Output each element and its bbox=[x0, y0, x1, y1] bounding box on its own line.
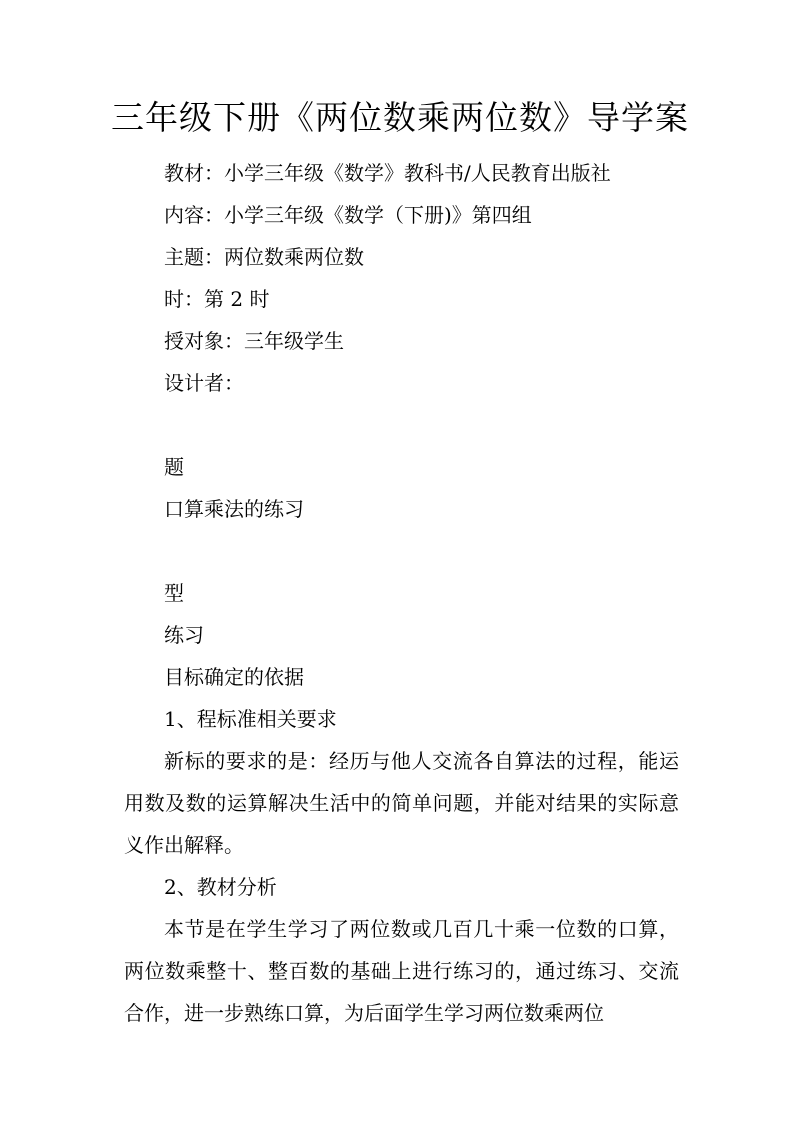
type-label: 型 bbox=[164, 581, 184, 605]
textbook-line: 教材：小学三年级《数学》教科书/人民教育出版社 bbox=[164, 161, 611, 185]
topic-value: 口算乘法的练习 bbox=[164, 497, 304, 521]
content-line: 内容：小学三年级《数学（下册)》第四组 bbox=[164, 203, 532, 227]
section2-heading: 2、教材分析 bbox=[164, 875, 277, 899]
section1-heading: 1、程标准相关要求 bbox=[164, 707, 337, 731]
topic-label: 题 bbox=[164, 455, 184, 479]
period-line: 时：第 2 时 bbox=[164, 287, 270, 311]
basis-heading: 目标确定的依据 bbox=[164, 665, 304, 689]
type-value: 练习 bbox=[164, 623, 204, 647]
document-title: 三年级下册《两位数乘两位数》导学案 bbox=[111, 98, 689, 137]
theme-line: 主题：两位数乘两位数 bbox=[164, 245, 364, 269]
audience-line: 授对象：三年级学生 bbox=[164, 329, 344, 353]
designer-line: 设计者： bbox=[164, 371, 244, 395]
section2-body: 本节是在学生学习了两位数或几百几十乘一位数的口算，两位数乘整十、整百数的基础上进行练习的，通过练习、交流合作，进一步熟练口算，为后面学生学习两位数乘两位 bbox=[124, 917, 679, 1025]
section1-body: 新标的要求的是：经历与他人交流各自算法的过程，能运用数及数的运算解决生活中的简单问题，并能对结果的实际意义作出解释。 bbox=[124, 749, 679, 857]
